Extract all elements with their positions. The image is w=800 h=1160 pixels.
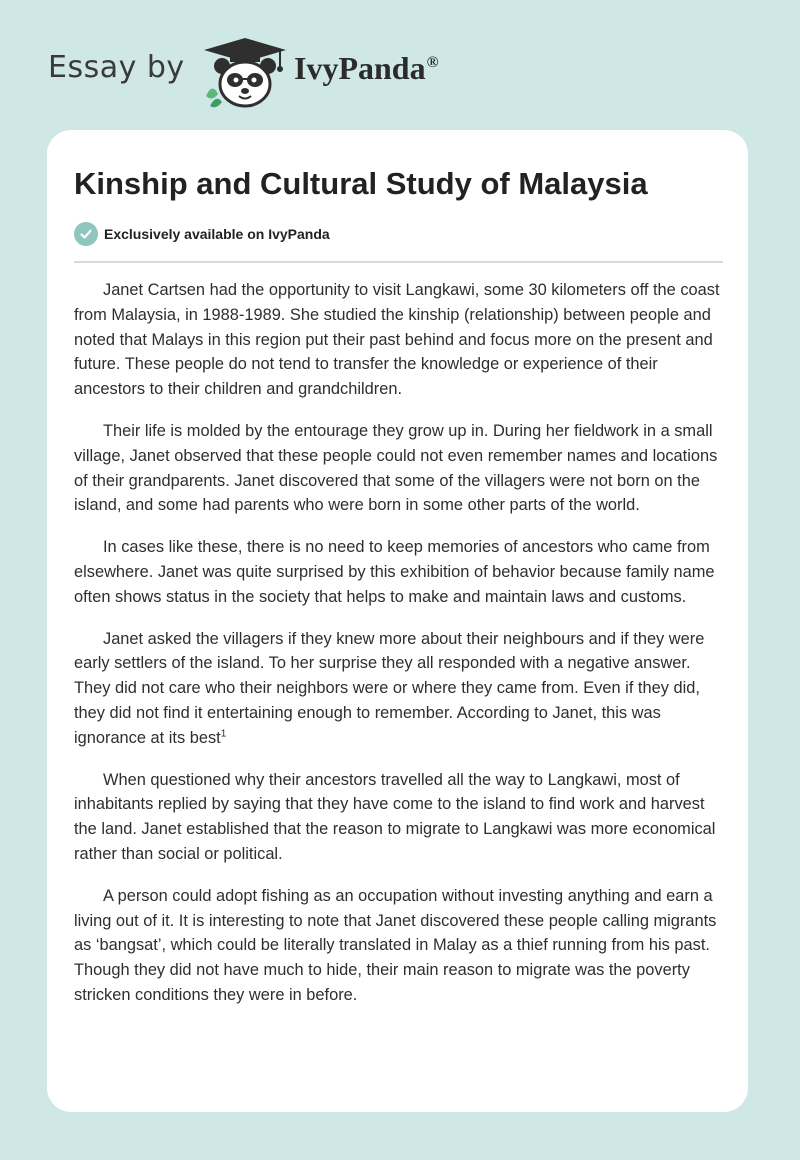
paragraph: A person could adopt fishing as an occupation without investing anything and earn a living out of it. It is interesting to note that Janet discovered these people calling migrants as ‘bangsat’, which could be literally translated in Malay as a thief running from his past. Though they did not have much to hide, their main reason to migrate was the poverty stricken conditions they were in before. — [74, 886, 717, 1004]
check-circle-icon — [74, 222, 98, 246]
badge-label: Exclusively available on IvyPanda — [104, 226, 330, 242]
brand-text: IvyPanda — [294, 50, 426, 86]
panda-graduate-icon[interactable] — [202, 36, 288, 110]
brand-name[interactable] — [294, 50, 439, 87]
page-title: Kinship and Cultural Study of Malaysia — [74, 166, 648, 201]
site-header — [48, 30, 548, 110]
exclusive-badge — [74, 222, 330, 246]
divider — [74, 261, 723, 263]
paragraph-text: Janet asked the villagers if they knew more about their neighbours and if they were early settlers of the island. To her surprise they all responded with a negative answer. They did not care who their neighbors were or where they came from. Even if they did, they did not find it entertaining enough to remember. According to Janet, this was ignorance at its best — [74, 629, 705, 747]
paragraph: Their life is molded by the entourage they grow up in. During her fieldwork in a small village, Janet observed that these people could not even remember names and locations of their grandparents. Janet discovered that some of the villagers were not born on the island, and some had parents who were born in some other parts of the world. — [74, 421, 718, 515]
paragraph: Janet Cartsen had the opportunity to visit Langkawi, some 30 kilometers off the coast from Malaysia, in 1988-1989. She studied the kinship (relationship) between people and noted that Malays in this region put their past behind and focus more on the present and future. These people do not tend to transfer the knowledge or experience of their ancestors to their children and grandchildren. — [74, 281, 720, 399]
essay-card — [47, 130, 748, 1112]
essay-by-label: Essay by — [48, 50, 185, 85]
paragraph: When questioned why their ancestors travelled all the way to Langkawi, most of inhabitants replied by saying that they have come to the island to find work and harvest the land. Janet established that the reason to migrate to Langkawi was more economical rather than social or political. — [74, 770, 716, 863]
paragraph: In cases like these, there is no need to keep memories of ancestors who came from elsewhere. Janet was quite surprised by this exhibition of behavior because family name often shows status in the society that helps to make and maintain laws and customs. — [74, 538, 715, 606]
footnote-ref[interactable]: 1 — [220, 728, 227, 740]
registered-mark: ® — [426, 54, 439, 72]
paragraph-with-footnote — [74, 627, 724, 751]
essay-body — [74, 278, 724, 1025]
